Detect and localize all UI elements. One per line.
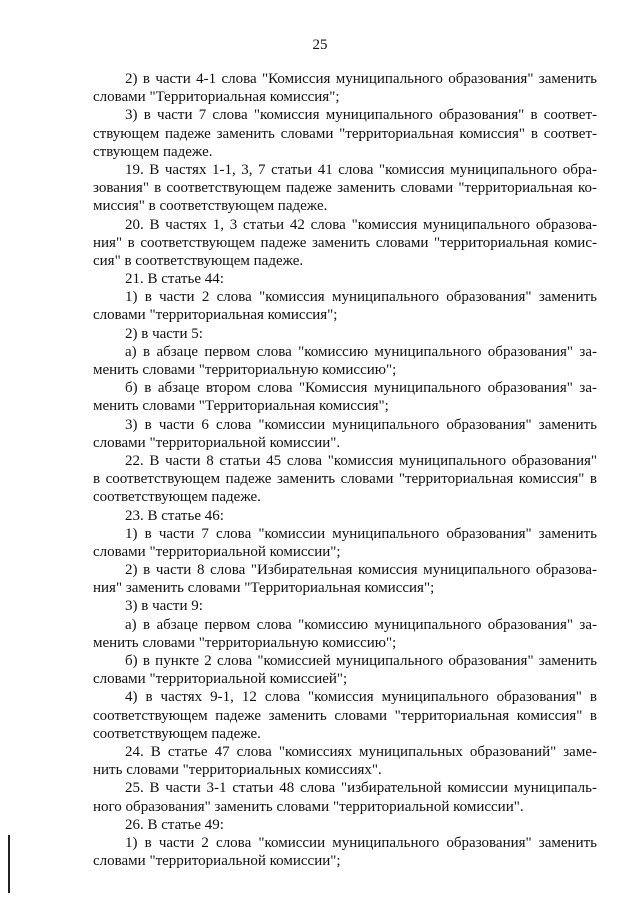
text-line: зования" в соответствующем падеже заменить словами "территориальная ко- (93, 180, 597, 197)
text-line: словами "территориальной комиссией"; (93, 671, 348, 688)
text-line: ствующем падеже заменить словами "территориальная комиссия" в соответ- (93, 125, 597, 142)
text-line: 3) в части 9: (125, 598, 203, 615)
text-line: 1) в части 2 слова "комиссии муниципального образования" заменить (125, 834, 597, 851)
text-line: б) в абзаце втором слова "Комиссия муниципального образования" за- (125, 380, 597, 397)
text-line: нить словами "территориальных комиссиях". (93, 762, 382, 779)
text-line: словами "территориальной комиссии"; (93, 853, 341, 870)
text-line: менить словами "территориальную комиссию"; (93, 362, 397, 378)
text-line: соответствующем падеже. (93, 725, 261, 742)
text-line: 19. В частях 1-1, 3, 7 статьи 41 слова "комиссия муниципального обра- (125, 161, 597, 178)
text-line: 26. В статье 49: (125, 816, 224, 833)
text-line: миссия" в соответствующем падеже. (93, 198, 328, 215)
text-line: а) в абзаце первом слова "комиссию муниципального образования" за- (125, 616, 597, 633)
document-body (93, 70, 597, 870)
text-line: 24. В статье 47 слова "комиссиях муниципальных образований" заме- (125, 743, 597, 760)
text-line: 20. В частях 1, 3 статьи 42 слова "комиссия муниципального образова- (125, 216, 597, 233)
text-line: 1) в части 2 слова "комиссия муниципального образования" заменить (125, 289, 597, 306)
text-line: соответствующем падеже заменить словами "территориальная комиссия" в (93, 707, 597, 724)
scan-edge-mark (8, 835, 10, 893)
text-line: словами "территориальная комиссия"; (93, 307, 338, 324)
text-line: ного образования" заменить словами "территориальной комиссии". (93, 798, 524, 815)
text-line: 25. В части 3-1 статьи 48 слова "избирательной комиссии муниципаль- (125, 780, 597, 797)
text-line: 21. В статье 44: (125, 271, 224, 288)
text-line: словами "территориальной комиссии"; (93, 543, 341, 560)
text-line: ствующем падеже. (93, 143, 213, 160)
text-line: 23. В статье 46: (125, 507, 224, 524)
text-line: 4) в частях 9-1, 12 слова "комиссия муниципального образования" в (125, 689, 597, 706)
text-line: 2) в части 4-1 слова "Комиссия муниципального образования" заменить (125, 71, 597, 87)
text-line: соответствующем падеже. (93, 489, 261, 506)
text-line: 3) в части 6 слова "комиссии муниципального образования" заменить (125, 416, 597, 433)
text-line: словами "Территориальная комиссия"; (93, 89, 340, 106)
text-line: 3) в части 7 слова "комиссия муниципального образования" в соответ- (125, 107, 597, 124)
text-line: словами "территориальной комиссии". (93, 434, 341, 451)
text-line: сия" в соответствующем падеже. (93, 252, 304, 269)
text-line: б) в пункте 2 слова "комиссией муниципального образования" заменить (125, 653, 597, 669)
text-line: ния" в соответствующем падеже заменить словами "территориальная комис- (93, 234, 597, 251)
text-line: а) в абзаце первом слова "комиссию муниципального образования" за- (125, 343, 597, 360)
text-line: 1) в части 7 слова "комиссии муниципального образования" заменить (125, 525, 597, 542)
text-line: 22. В части 8 статьи 45 слова "комиссия муниципального образования" (125, 452, 597, 469)
text-line: 2) в части 8 слова "Избирательная комиссия муниципального образова- (125, 562, 597, 579)
page-number: 25 (312, 37, 328, 53)
text-line: 2) в части 5: (125, 325, 203, 342)
text-line: менить словами "Территориальная комиссия"; (93, 398, 389, 415)
text-line: менить словами "территориальную комиссию"; (93, 634, 397, 651)
text-line: в соответствующем падеже заменить словами "территориальная комиссия" в (93, 471, 597, 488)
text-line: ния" заменить словами "Территориальная комиссия"; (93, 580, 435, 597)
